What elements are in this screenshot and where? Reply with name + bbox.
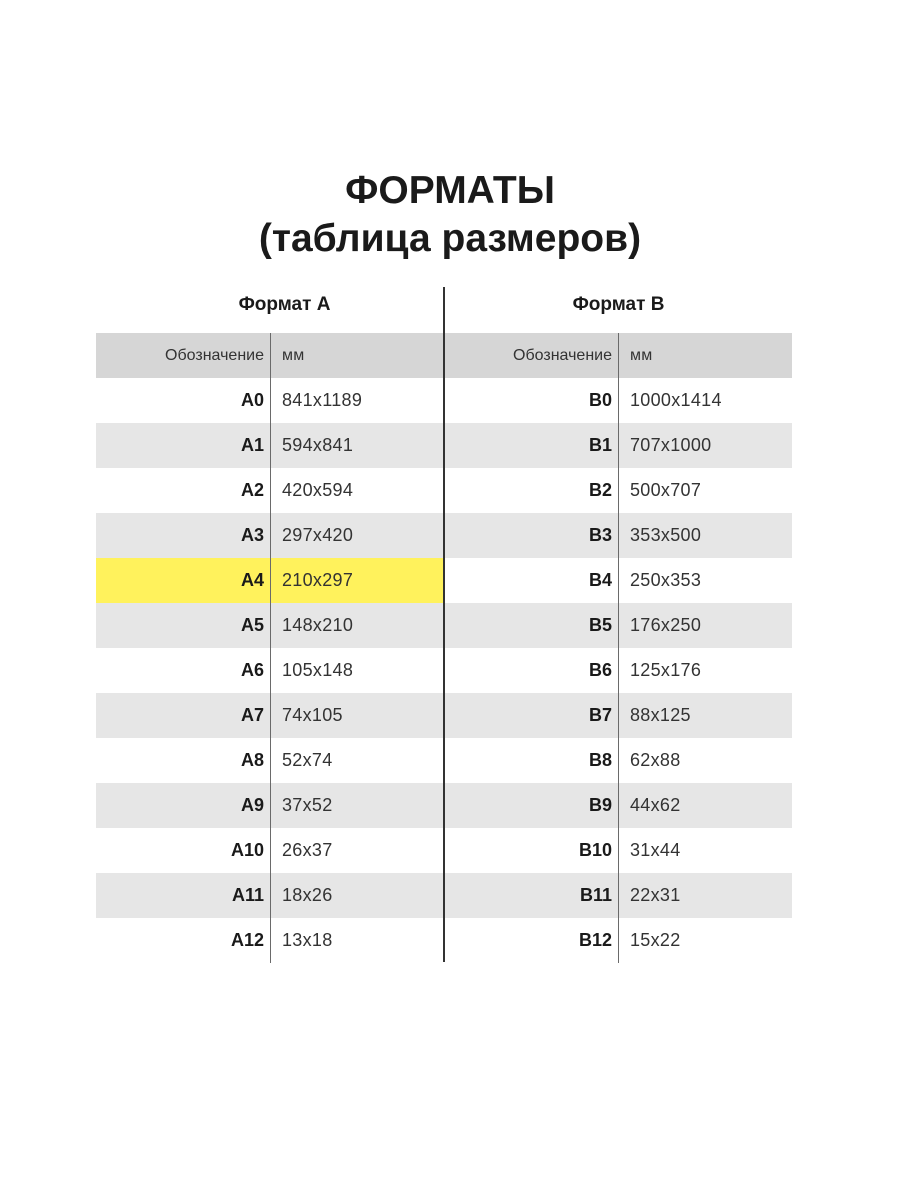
table-row <box>445 918 792 963</box>
table-row <box>445 738 792 783</box>
format-name: А10 <box>230 840 264 860</box>
format-b-table <box>445 287 792 963</box>
format-name: А1 <box>240 435 264 455</box>
format-size: 707х1000 <box>630 435 712 455</box>
format-name: А0 <box>240 390 264 410</box>
format-name: В7 <box>588 705 612 725</box>
table-row <box>96 693 443 738</box>
format-name: В10 <box>578 840 612 860</box>
format-size: 176х250 <box>630 615 702 635</box>
format-size: 37х52 <box>282 795 333 815</box>
format-name: В9 <box>588 795 612 815</box>
format-name: А12 <box>230 930 264 950</box>
format-size: 353х500 <box>630 525 702 545</box>
format-size: 594х841 <box>282 435 354 455</box>
page-title: ФОРМАТЫ <box>345 169 555 212</box>
format-name: А9 <box>240 795 264 815</box>
table-row <box>445 693 792 738</box>
table-row <box>445 873 792 918</box>
format-name: А11 <box>231 885 264 905</box>
table-row <box>96 468 443 513</box>
format-name: В5 <box>588 615 612 635</box>
format-size: 13х18 <box>282 930 333 950</box>
format-a-rows <box>96 378 443 963</box>
table-row <box>96 648 443 693</box>
format-size: 44х62 <box>630 795 681 815</box>
format-a-heading: Формат А <box>238 294 331 315</box>
format-size: 250х353 <box>630 570 702 590</box>
format-size: 500х707 <box>630 480 702 500</box>
table-row <box>445 423 792 468</box>
format-size: 210х297 <box>282 570 354 590</box>
format-name: А3 <box>240 525 264 545</box>
format-name: В1 <box>588 435 612 455</box>
format-size: 105х148 <box>282 660 354 680</box>
format-size: 62х88 <box>630 750 681 770</box>
format-size: 125х176 <box>630 660 702 680</box>
format-b-heading: Формат В <box>572 294 665 315</box>
format-size: 148х210 <box>282 615 354 635</box>
header-designation: Обозначение <box>165 346 264 364</box>
format-a-table <box>96 287 443 963</box>
format-size: 420х594 <box>282 480 354 500</box>
format-name: А5 <box>240 615 264 635</box>
format-name: В8 <box>588 750 612 770</box>
format-size: 841х1189 <box>282 390 363 410</box>
table-row <box>96 783 443 828</box>
table-row <box>96 873 443 918</box>
format-name: В2 <box>588 480 612 500</box>
table-row <box>96 738 443 783</box>
table-row <box>445 603 792 648</box>
header-designation: Обозначение <box>513 346 612 364</box>
table-row <box>445 783 792 828</box>
format-size: 297х420 <box>282 525 354 545</box>
format-name: А2 <box>240 480 264 500</box>
format-size: 1000х1414 <box>630 390 722 410</box>
format-b-rows <box>445 378 792 963</box>
format-name: А8 <box>240 750 264 770</box>
format-name: В0 <box>588 390 612 410</box>
format-size: 31х44 <box>630 840 681 860</box>
table-row <box>96 603 443 648</box>
table-row <box>445 558 792 603</box>
format-name: А7 <box>240 705 264 725</box>
table-row <box>445 648 792 693</box>
table-row <box>96 423 443 468</box>
table-row <box>445 468 792 513</box>
page-subtitle: (таблица размеров) <box>258 217 642 260</box>
table-row <box>96 828 443 873</box>
table-row <box>96 513 443 558</box>
table-row <box>96 378 443 423</box>
format-size: 88х125 <box>630 705 691 725</box>
table-row <box>445 513 792 558</box>
format-size: 18х26 <box>282 885 333 905</box>
format-name: В3 <box>588 525 612 545</box>
format-name: В4 <box>588 570 612 590</box>
format-name: В12 <box>578 930 612 950</box>
format-name: А6 <box>240 660 264 680</box>
table-row <box>445 378 792 423</box>
table-row-highlighted <box>96 558 443 603</box>
format-name: В11 <box>579 885 612 905</box>
format-size: 22х31 <box>630 885 681 905</box>
table-header-row <box>445 333 792 378</box>
format-size: 74х105 <box>282 705 343 725</box>
format-name: В6 <box>588 660 612 680</box>
table-row <box>96 918 443 963</box>
header-mm: мм <box>630 346 653 364</box>
format-name: А4 <box>240 570 264 590</box>
header-mm: мм <box>282 346 305 364</box>
format-size: 52х74 <box>282 750 333 770</box>
table-header-row <box>96 333 443 378</box>
format-size: 26х37 <box>282 840 333 860</box>
table-row <box>445 828 792 873</box>
format-size: 15х22 <box>630 930 681 950</box>
